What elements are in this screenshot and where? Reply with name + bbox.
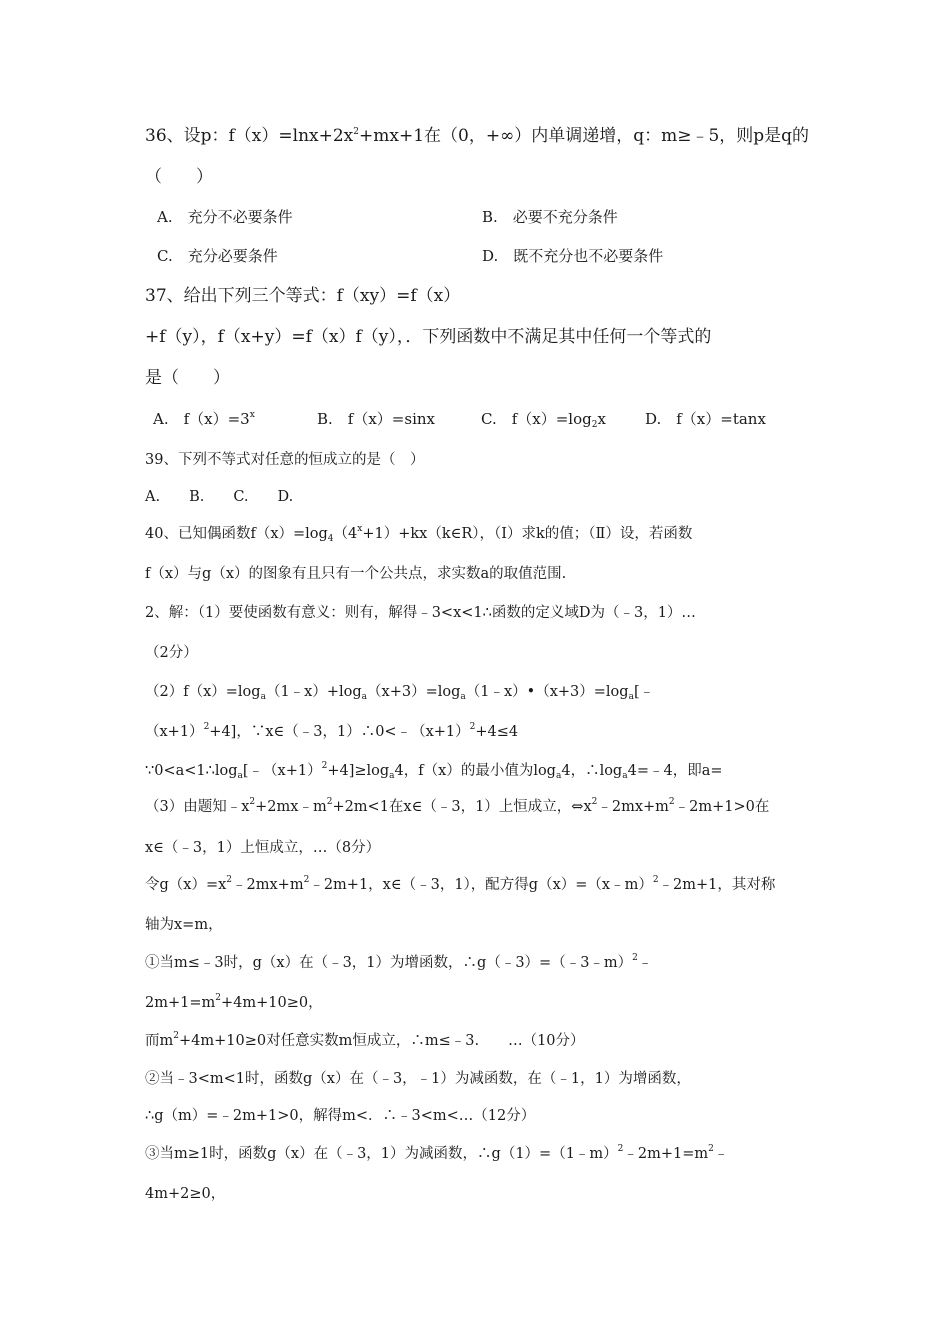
- q37-stem-line1: 37、给出下列三个等式：f（xy）=f（x）: [145, 286, 461, 306]
- q37-option-a: A. $f(x)=3^x$: [153, 410, 255, 428]
- q37-option-b: B. f（x）=sinx: [317, 410, 435, 428]
- solution-line-14: ∴g（m）=﹣2m+1>0，解得m<．∴﹣3<m<…（12分）: [145, 1108, 536, 1124]
- solution-line-5: $\because 0<a<1\therefore\log_a[﹣(x+1)^2+4]\ge\log_a4$，f（x）的最小值为$\log_a4$，$\therefore\log_a4=﹣4$，即a=: [145, 761, 723, 781]
- solution-line-6: （3）由题知$﹣x^2+2mx﹣m^2+2m<1$在x∈（﹣3，1）上恒成立，$\Leftrightarrow x^2﹣2mx+m^2﹣2m+1>0$在: [145, 797, 770, 815]
- solution-line-11: $2m+1=m^2+4m+10\ge 0$，: [145, 993, 323, 1011]
- solution-line-7: x∈（﹣3，1）上恒成立，…（8分）: [145, 840, 381, 856]
- solution-line-3: $(2)f(x)=\log_a(1﹣x)+\log_a(x+3)=\log_a(1﹣x)•(x+3)=\log_a[﹣$: [145, 684, 655, 702]
- q37-stem-line2: +f（y），f（x+y）=f（x）f（y），．下列函数中不满足其中任何一个等式的: [145, 327, 712, 347]
- solution-line-2: （2分）: [145, 645, 198, 661]
- solution-line-9: 轴为x=m，: [145, 917, 223, 933]
- solution-line-4: $(x+1)^2+4$]，∵x∈（﹣3，$1)\therefore 0<﹣(x+1)^2+4\le 4$: [145, 722, 519, 740]
- q37-option-d: D. f（x）=tanx: [645, 410, 766, 428]
- q40-stem-line2: f（x）与g（x）的图象有且只有一个公共点，求实数a的取值范围.: [145, 566, 567, 582]
- q36-option-b: B. 必要不充分条件: [482, 208, 618, 226]
- q36-option-d: D. 既不充分也不必要条件: [482, 247, 664, 265]
- q36-stem: 36、设p：$f(x)=\ln x+2x^2+mx+1$在（0，+∞）内单调递增，q：m≥﹣5，则p是q的: [145, 126, 810, 146]
- q36-option-a: A. 充分不必要条件: [157, 208, 293, 226]
- q40-stem-line1: 40、已知偶函数$f(x)=\log_4(4^x+1)+kx(k\in R)$，（Ⅰ）求k的值；（Ⅱ）设，若函数: [145, 524, 693, 544]
- q36-answer-paren: （ ）: [145, 167, 213, 187]
- solution-line-8: 令$g(x)=x^2﹣2mx+m^2﹣2m+1$，x∈（﹣3，1），配方得g（x）=（x﹣m）$^2$﹣2m+1，其对称: [145, 875, 776, 893]
- q39-stem: 39、下列不等式对任意的恒成立的是（ ）: [145, 452, 425, 468]
- q37-stem-line3: 是（ ）: [145, 368, 230, 388]
- solution-line-12: 而$m^2+4m+10\ge 0$对任意实数m恒成立，∴m≤﹣3. …（10分）: [145, 1031, 585, 1049]
- solution-line-13: ②当﹣3<m<1时，函数g（x）在（﹣3，﹣1）为减函数，在（﹣1，1）为增函数，: [145, 1071, 691, 1087]
- solution-line-16: 4m+2≥0，: [145, 1186, 226, 1202]
- q39-options: A. B. C. D.: [145, 489, 294, 505]
- solution-line-10: ①当m≤﹣3时，g（x）在（﹣3，1）为增函数，∴g（﹣3）=（﹣3﹣m）$^2$﹣: [145, 953, 653, 971]
- solution-line-15: ③当m≥1时，函数g（x）在（﹣3，1）为减函数，$\therefore g(1)=(1﹣m)^2﹣2m+1=m^2﹣$: [145, 1144, 729, 1162]
- q37-option-c: C. $f(x)=\log_2x$: [481, 410, 606, 430]
- solution-line-1: 2、解：（1）要使函数有意义：则有，解得﹣3<x<1∴函数的定义域D为（﹣3，1）…: [145, 605, 696, 621]
- q36-option-c: C. 充分必要条件: [157, 247, 278, 265]
